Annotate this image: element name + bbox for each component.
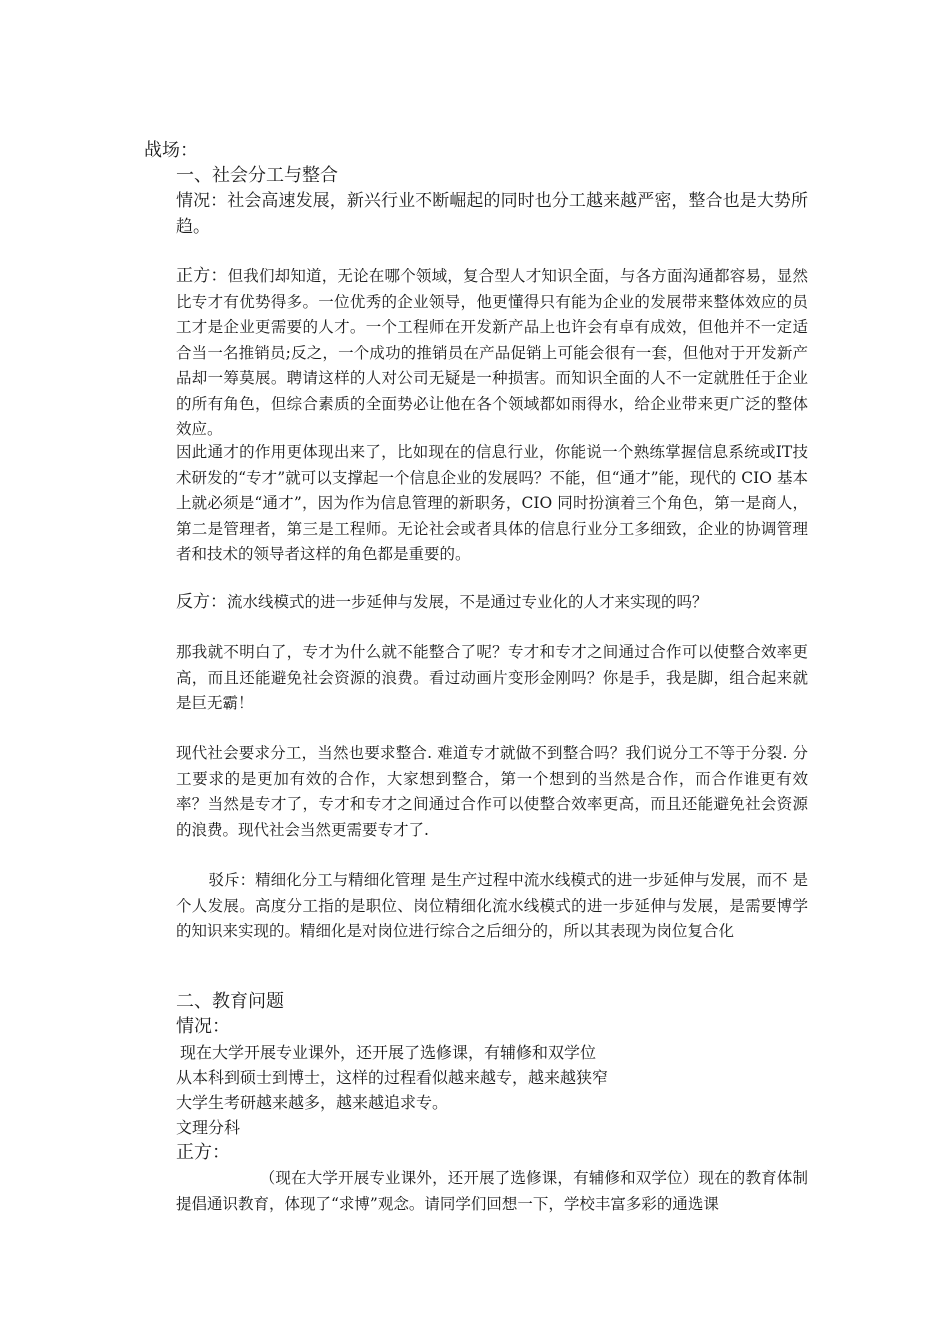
pro-text: 但我们却知道，无论在哪个领域，复合型人才知识全面，与各方面沟通都容易，显然比专才有优势得多。一位优秀的企业领导，他更懂得只有能为企业的发展带来整体效应的员工才是企业更需要的人才。一个工程师在开发新产品上也许会有卓有成效，但他并不一定适合当一名推销员;反之，一个成功的推销员在产品促销上可能会很有一套，但他对于开发新产品却一筹莫展。聘请这样的人对公司无疑是一种损害。而知识全面的人不一定就胜任于企业的所有角色，但综合素质的全面势必让他在各个领域都如雨得水，给企业带来更广泛的整体效应。 bbox=[176, 267, 808, 438]
section1-con-paragraph bbox=[176, 590, 808, 616]
section1-con-paragraph-3: 现代社会要求分工，当然也要求整合. 难道专才就做不到整合吗？我们说分工不等于分裂. 分工要求的是更加有效的合作，大家想到整合，第一个想到的当然是合作，而合作谁更有效率？当然是专才了，专才和专才之间通过合作可以使整合效率更高，而且还能避免社会资源的浪费。现代社会当然更需要专才了. bbox=[176, 744, 808, 839]
situation-point: 现在大学开展专业课外，还开展了选修课，有辅修和双学位 bbox=[180, 1043, 597, 1062]
section1-situation bbox=[176, 189, 808, 240]
section1-con-paragraph-2: 那我就不明白了，专才为什么就不能整合了呢？专才和专才之间通过合作可以使整合效率更高，而且还能避免社会资源的浪费。看过动画片变形金刚吗？你是手，我是脚，组合起来就是巨无霸！ bbox=[176, 643, 808, 712]
pro-label: 正方： bbox=[176, 266, 228, 286]
section1-rebuttal: 驳斥：精细化分工与精细化管理 是生产过程中流水线模式的进一步延伸与发展，而不 是个人发展。高度分工指的是职位、岗位精细化流水线模式的进一步延伸与发展，是需要博学的知识来实现的。精细化是对岗位进行综合之后细分的，所以其表现为岗位复合化 bbox=[176, 871, 808, 940]
section2-situation-label: 情况： bbox=[176, 1016, 230, 1037]
battlefield-label: 战场： bbox=[144, 140, 198, 161]
section2-pro-paragraph: （现在大学开展专业课外，还开展了选修课，有辅修和双学位）现在的教育体制提倡通识教育，体现了“求博”观念。请同学们回想一下，学校丰富多彩的通选课 bbox=[176, 1169, 808, 1213]
con-text: 流水线模式的进一步延伸与发展，不是通过专业化的人才来实现的吗？ bbox=[227, 593, 708, 611]
section2-pro-label: 正方： bbox=[176, 1142, 230, 1163]
section1-pro-paragraph-2: 因此通才的作用更体现出来了，比如现在的信息行业，你能说一个熟练掌握信息系统或IT技术研发的“专才”就可以支撑起一个信息企业的发展吗？不能，但“通才”能，现代的 CIO 基本上就必须是“通才”，因为作为信息管理的新职务，CIO 同时扮演着三个角色，第一是商人，第二是管理者，第三是工程师。无论社会或者具体的信息行业分工多细致，企业的协调管理者和技术的领导者这样的角色都是重要的。 bbox=[176, 443, 808, 563]
situation-point: 从本科到硕士到博士，这样的过程看似越来越专，越来越狭窄 bbox=[176, 1068, 609, 1087]
situation-label: 情况： bbox=[176, 191, 228, 211]
situation-text: 社会高速发展，新兴行业不断崛起的同时也分工越来越严密，整合也是大势所趋。 bbox=[176, 191, 808, 237]
section2-heading: 二、教育问题 bbox=[176, 991, 284, 1012]
con-label: 反方： bbox=[176, 592, 227, 612]
situation-point: 文理分科 bbox=[176, 1118, 241, 1137]
section1-pro-paragraph bbox=[176, 264, 808, 443]
section1-heading: 一、社会分工与整合 bbox=[176, 165, 338, 186]
situation-point: 大学生考研越来越多，越来越追求专。 bbox=[176, 1093, 449, 1112]
